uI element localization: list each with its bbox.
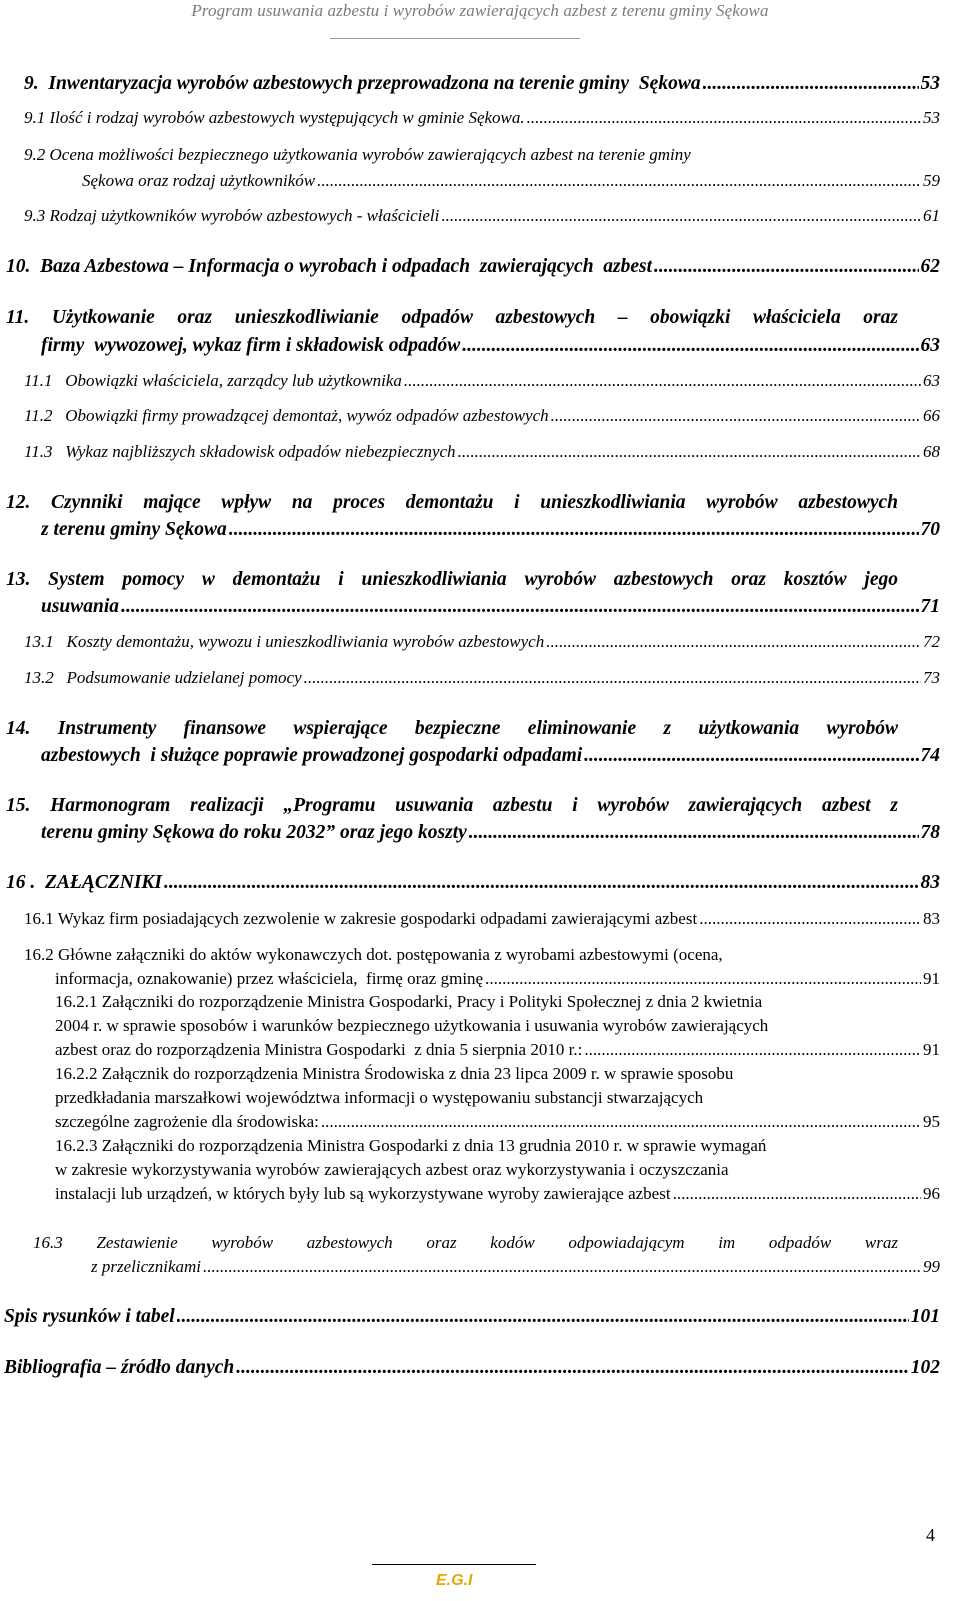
toc-entry-15-line1[interactable]: 15. Harmonogram realizacji „Programu usuwania azbestu i wyrobów zawierających azbest z — [6, 795, 898, 816]
toc-entry-14-line1[interactable]: 14. Instrumenty finansowe wspierające bezpieczne eliminowanie z użytkowania wyrobów — [6, 718, 898, 739]
toc-page: 63 — [920, 335, 940, 356]
toc-page: 95 — [923, 1112, 940, 1131]
toc-entry-9-2-line1[interactable]: 9.2 Ocena możliwości bezpiecznego użytkowania wyrobów zawierających azbest na terenie gminy — [24, 145, 691, 164]
toc-page: 83 — [923, 909, 940, 928]
toc-entry-16-1[interactable]: 16.1 Wykaz firm posiadających zezwolenie w zakresie gospodarki odpadami zawierającymi azbest ..... 83 — [24, 909, 940, 929]
toc-entry-12-line1[interactable]: 12. Czynniki mające wpływ na proces demontażu i unieszkodliwiania wyrobów azbestowych — [6, 492, 898, 513]
toc-page: 61 — [923, 206, 940, 225]
header-title: Program usuwania azbestu i wyrobów zawierających azbest z terenu gminy Sękowa — [191, 1, 769, 20]
toc-entry-11-3[interactable]: 11.3 Wykaz najbliższych składowisk odpadów niebezpiecznych ..... 68 — [24, 442, 940, 462]
toc-page: 53 — [920, 73, 940, 94]
toc-page: 71 — [920, 596, 940, 617]
toc-entry-16-2[interactable]: informacja, oznakowanie) przez właściciela, firmę oraz gminę ..... 91 — [55, 969, 940, 989]
toc-entry-figures[interactable]: Spis rysunków i tabel ..... 101 — [4, 1305, 940, 1328]
toc-page: 83 — [920, 872, 940, 893]
toc-page: 96 — [923, 1184, 940, 1203]
toc-entry-10[interactable]: 10. Baza Azbestowa – Informacja o wyrobach i odpadach zawierających azbest ..... 62 — [6, 255, 940, 278]
toc-entry-11-line1[interactable]: 11. Użytkowanie oraz unieszkodliwianie odpadów azbestowych – obowiązki właściciela oraz — [6, 307, 898, 328]
toc-entry-16-2-1-line2: 2004 r. w sprawie sposobów i warunków bezpiecznego użytkowania i usuwania wyrobów zawierających — [55, 1016, 769, 1035]
toc-entry-13-line1[interactable]: 13. System pomocy w demontażu i unieszkodliwiania wyrobów azbestowych oraz kosztów jego — [6, 569, 898, 590]
toc-entry-9-1[interactable]: 9.1 Ilość i rodzaj wyrobów azbestowych występujących w gminie Sękowa. ..... 53 — [24, 108, 940, 128]
toc-entry-16-2-1-line1[interactable]: 16.2.1 Załączniki do rozporządzenie Ministra Gospodarki, Pracy i Polityki Społecznej z dnia 2 kwietnia — [55, 992, 763, 1011]
toc-entry-16-2-3-line2: w zakresie wykorzystywania wyrobów zawierających azbest oraz wykorzystywania i oczyszczania — [55, 1160, 729, 1179]
toc-page: 74 — [920, 745, 940, 766]
toc-page: 63 — [923, 371, 940, 390]
toc-entry-13[interactable]: usuwania ..... 71 — [41, 595, 940, 618]
toc-entry-16[interactable]: 16 . ZAŁĄCZNIKI ..... 83 — [6, 871, 940, 894]
toc-entry-16-2-2[interactable]: szczególne zagrożenie dla środowiska: ..... 95 — [55, 1112, 940, 1132]
toc-entry-16-2-2-line2: przedkładania marszałkowi województwa informacji o występowaniu substancji stwarzających — [55, 1088, 704, 1107]
page-header — [0, 0, 960, 42]
toc-page: 91 — [923, 1040, 940, 1059]
toc-entry-16-2-1[interactable]: azbest oraz do rozporządzenia Ministra Gospodarki z dnia 5 sierpnia 2010 r.: ..... 91 — [55, 1040, 940, 1060]
toc-entry-11[interactable]: firmy wywozowej, wykaz firm i składowisk odpadów ..... 63 — [41, 334, 940, 357]
toc-entry-13-2[interactable]: 13.2 Podsumowanie udzielanej pomocy ..... 73 — [24, 668, 940, 688]
toc-page: 53 — [923, 108, 940, 127]
toc-entry-16-3[interactable]: z przelicznikami ..... 99 — [91, 1257, 940, 1277]
page-number: 4 — [926, 1525, 935, 1545]
toc-page: 73 — [923, 668, 940, 687]
toc-entry-13-1[interactable]: 13.1 Koszty demontażu, wywozu i unieszkodliwiania wyrobów azbestowych ..... 72 — [24, 632, 940, 652]
egi-logo: E.G.I — [436, 1572, 473, 1589]
toc-page: 101 — [910, 1306, 940, 1327]
toc-page: 91 — [923, 969, 940, 988]
toc-page: 59 — [923, 171, 940, 190]
toc-entry-11-2[interactable]: 11.2 Obowiązki firmy prowadzącej demontaż, wywóz odpadów azbestowych ..... 66 — [24, 406, 940, 426]
footer-divider — [372, 1564, 536, 1565]
toc-page: 99 — [923, 1257, 940, 1276]
header-divider — [330, 38, 580, 39]
toc-entry-16-2-3-line1[interactable]: 16.2.3 Załączniki do rozporządzenia Ministra Gospodarki z dnia 13 grudnia 2010 r. w sprawie wymagań — [55, 1136, 767, 1155]
toc-entry-9[interactable]: 9. Inwentaryzacja wyrobów azbestowych przeprowadzona na terenie gminy Sękowa ..... 53 — [24, 72, 940, 95]
toc-entry-9-3[interactable]: 9.3 Rodzaj użytkowników wyrobów azbestowych - właścicieli ..... 61 — [24, 206, 940, 226]
toc-page: 72 — [923, 632, 940, 651]
toc-entry-11-1[interactable]: 11.1 Obowiązki właściciela, zarządcy lub użytkownika ..... 63 — [24, 371, 940, 391]
toc-entry-9-2[interactable]: Sękowa oraz rodzaj użytkowników ..... 59 — [82, 171, 940, 191]
toc-page: 62 — [920, 256, 940, 277]
toc-entry-16-2-3[interactable]: instalacji lub urządzeń, w których były lub są wykorzystywane wyroby zawierające azbest ..... 96 — [55, 1184, 940, 1204]
toc-entry-bibliography[interactable]: Bibliografia – źródło danych ..... 102 — [4, 1356, 940, 1379]
toc-page: 70 — [920, 519, 940, 540]
toc-page: 78 — [920, 822, 940, 843]
toc-entry-16-2-line1[interactable]: 16.2 Główne załączniki do aktów wykonawczych dot. postępowania z wyrobami azbestowymi (ocena, — [24, 945, 723, 964]
toc-entry-16-2-2-line1[interactable]: 16.2.2 Załącznik do rozporządzenia Ministra Środowiska z dnia 23 lipca 2009 r. w sprawie sposobu — [55, 1064, 734, 1083]
toc-entry-12[interactable]: z terenu gminy Sękowa ..... 70 — [41, 518, 940, 541]
toc-page: 66 — [923, 406, 940, 425]
toc-entry-15[interactable]: terenu gminy Sękowa do roku 2032” oraz jego koszty ..... 78 — [41, 821, 940, 844]
toc-page: 102 — [910, 1357, 940, 1378]
toc-entry-16-3-line1[interactable]: 16.3 Zestawienie wyrobów azbestowych oraz kodów odpowiadającym im odpadów wraz — [33, 1233, 898, 1252]
toc-page: 68 — [923, 442, 940, 461]
toc-entry-14[interactable]: azbestowych i służące poprawie prowadzonej gospodarki odpadami ..... 74 — [41, 744, 940, 767]
